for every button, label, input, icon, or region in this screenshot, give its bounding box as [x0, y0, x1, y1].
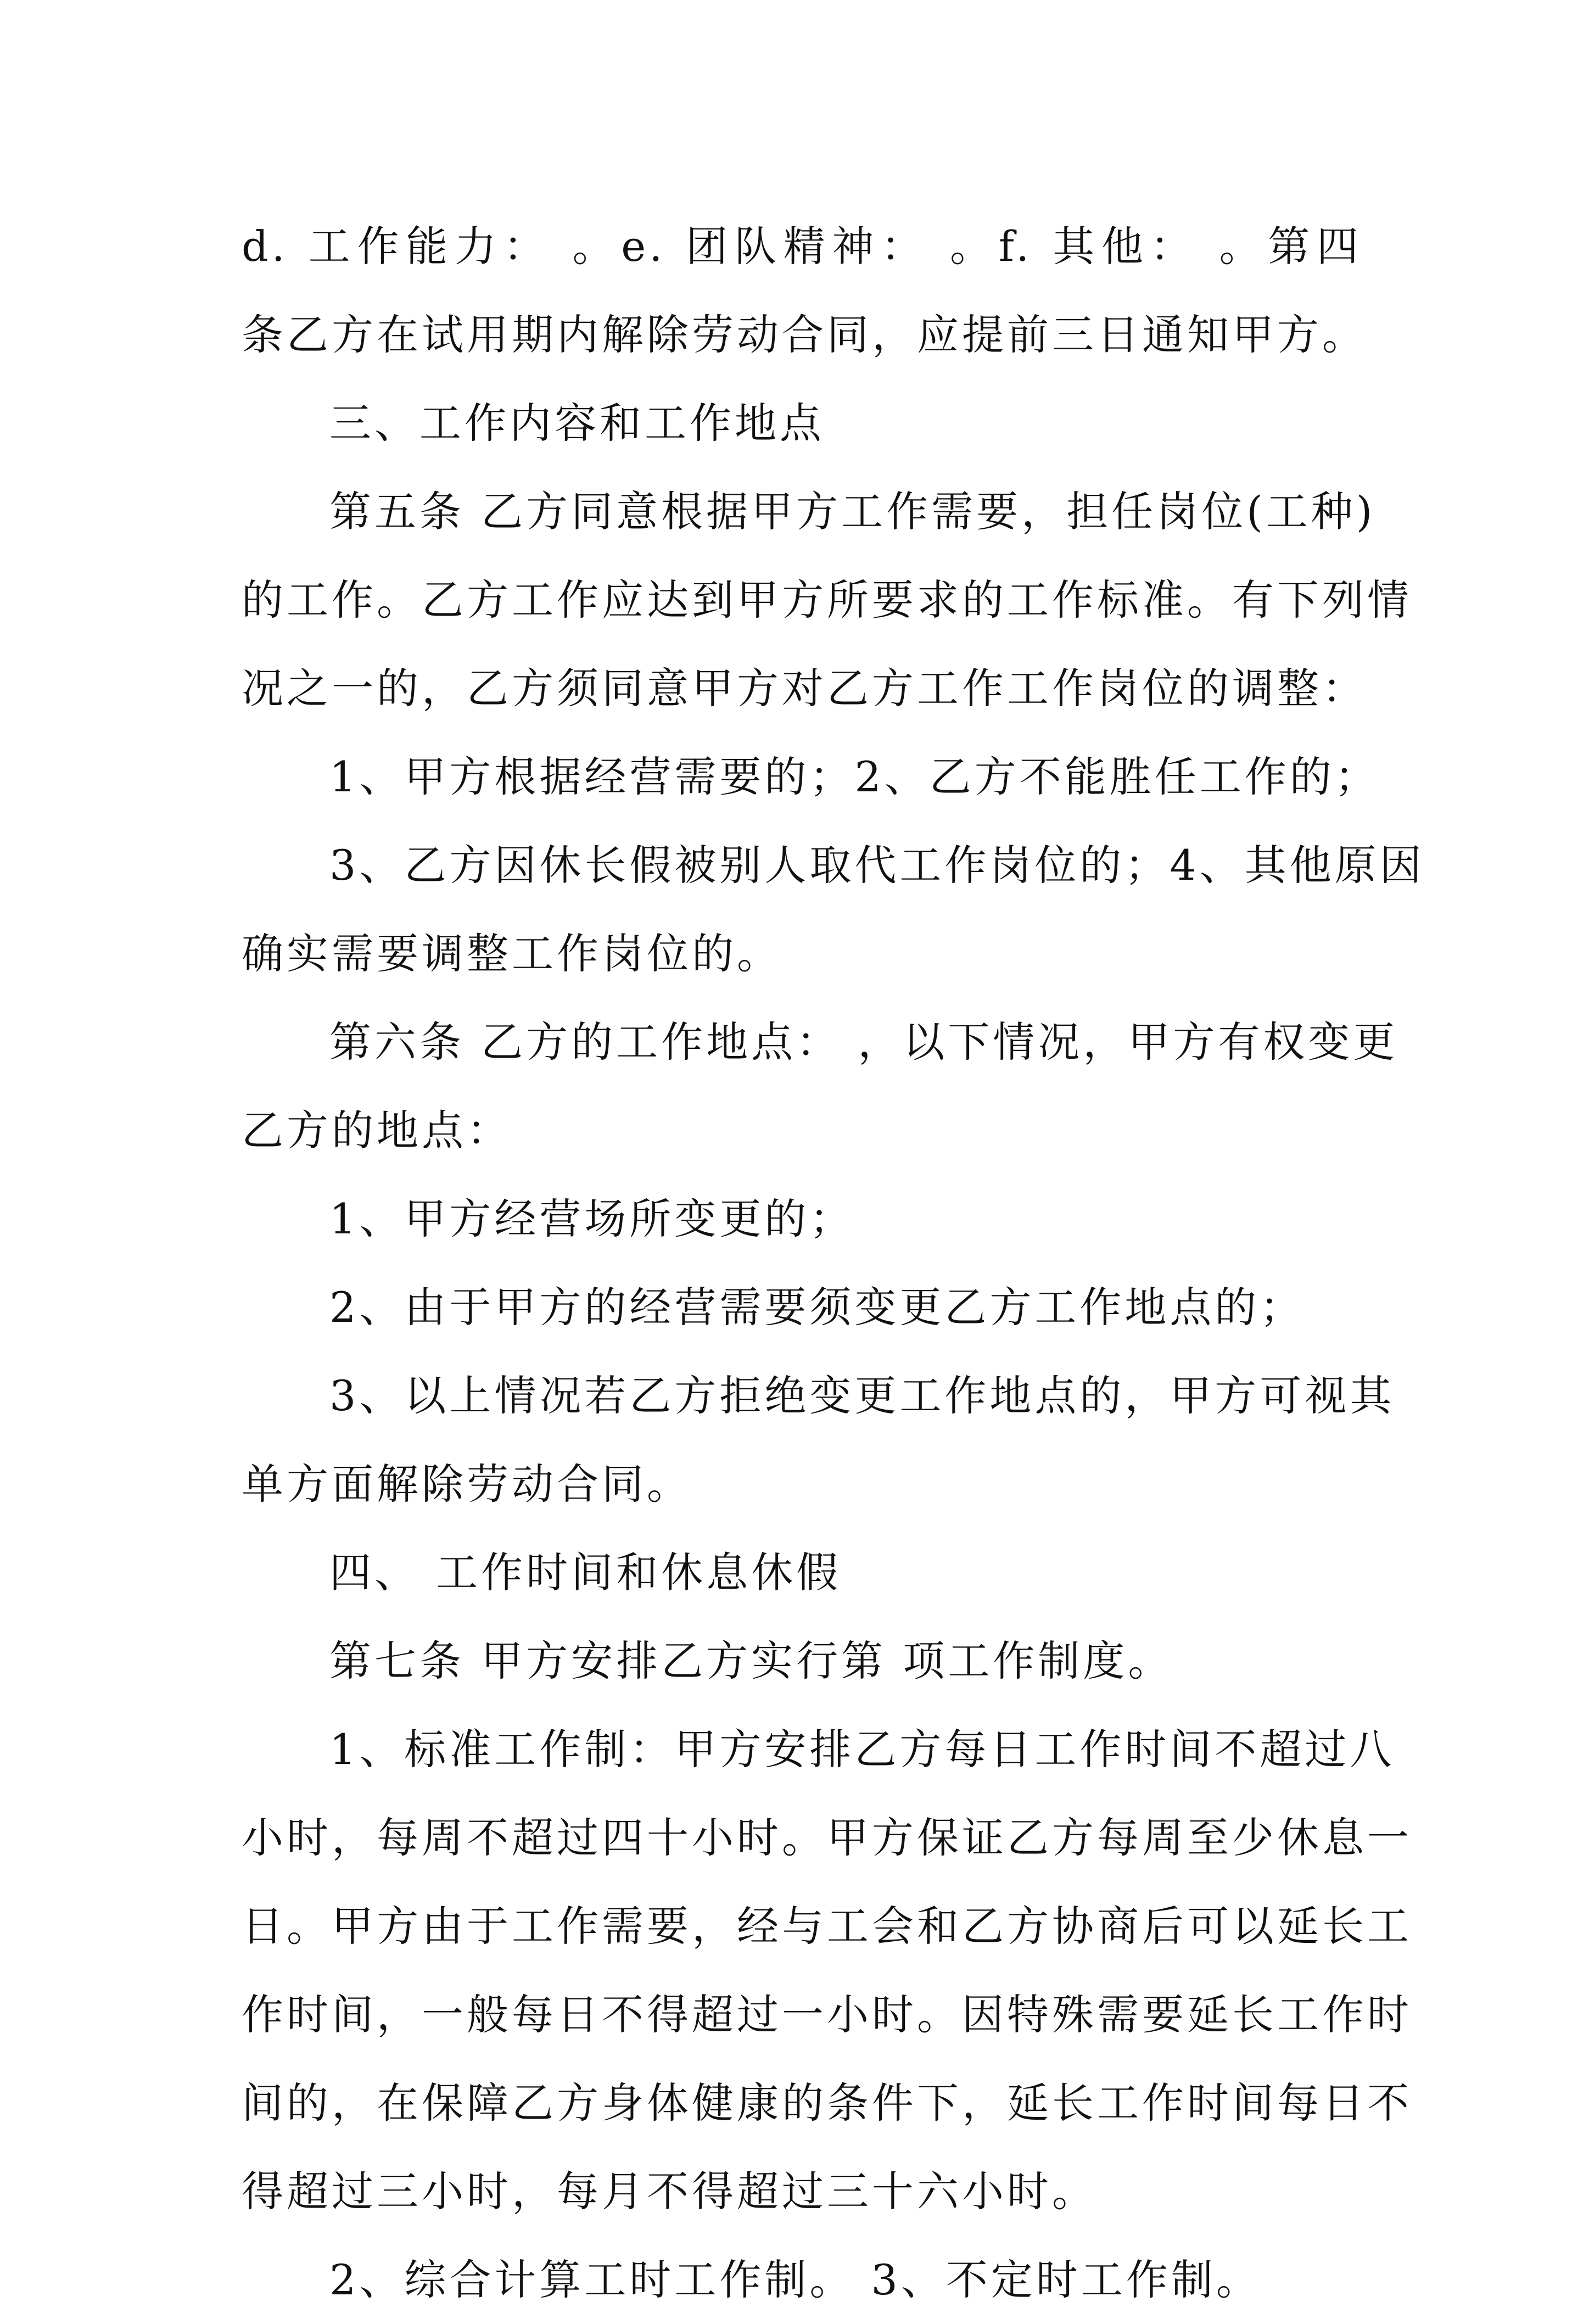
document-body — [242, 202, 1425, 2324]
list-item: 3、乙方因休长假被别人取代工作岗位的；4、其他原因 — [329, 841, 1425, 890]
article-line: 第七条 甲方安排乙方实行第 项工作制度。 — [329, 1636, 1173, 1685]
list-item: 3、以上情况若乙方拒绝变更工作地点的，甲方可视其 — [329, 1371, 1395, 1420]
text-line: 况之一的，乙方须同意甲方对乙方工作工作岗位的调整： — [242, 664, 1367, 713]
text-line: 的工作。乙方工作应达到甲方所要求的工作标准。有下列情 — [242, 576, 1412, 624]
text-line: 日。甲方由于工作需要，经与工会和乙方协商后可以延长工 — [242, 1902, 1412, 1951]
section-heading: 三、工作内容和工作地点 — [329, 399, 825, 448]
text-line: 作时间，一般每日不得超过一小时。因特殊需要延长工作时 — [242, 1990, 1412, 2039]
text-line: d. 工作能力： 。e. 团队精神： 。f. 其他： 。第四 — [242, 222, 1362, 271]
text-line: 得超过三小时，每月不得超过三十六小时。 — [242, 2167, 1097, 2216]
article-line: 第六条 乙方的工作地点： ，以下情况，甲方有权变更 — [329, 1018, 1398, 1066]
text-line: 单方面解除劳动合同。 — [242, 1460, 692, 1509]
article-line: 第五条 乙方同意根据甲方工作需要，担任岗位(工种) — [329, 487, 1376, 536]
section-heading: 四、 工作时间和休息休假 — [329, 1548, 842, 1597]
list-item: 1、标准工作制：甲方安排乙方每日工作时间不超过八 — [329, 1725, 1395, 1774]
text-line: 条乙方在试用期内解除劳动合同，应提前三日通知甲方。 — [242, 310, 1367, 359]
list-item: 2、由于甲方的经营需要须变更乙方工作地点的； — [329, 1283, 1305, 1332]
text-line: 间的，在保障乙方身体健康的条件下，延长工作时间每日不 — [242, 2079, 1412, 2127]
list-item: 1、甲方根据经营需要的；2、乙方不能胜任工作的； — [329, 752, 1380, 801]
list-item: 2、综合计算工时工作制。 3、不定时工作制。 — [329, 2255, 1261, 2304]
text-line: 小时，每周不超过四十小时。甲方保证乙方每周至少休息一 — [242, 1813, 1412, 1862]
text-line: 确实需要调整工作岗位的。 — [242, 929, 782, 978]
list-item: 1、甲方经营场所变更的； — [329, 1194, 855, 1243]
text-line: 乙方的地点： — [242, 1106, 512, 1155]
